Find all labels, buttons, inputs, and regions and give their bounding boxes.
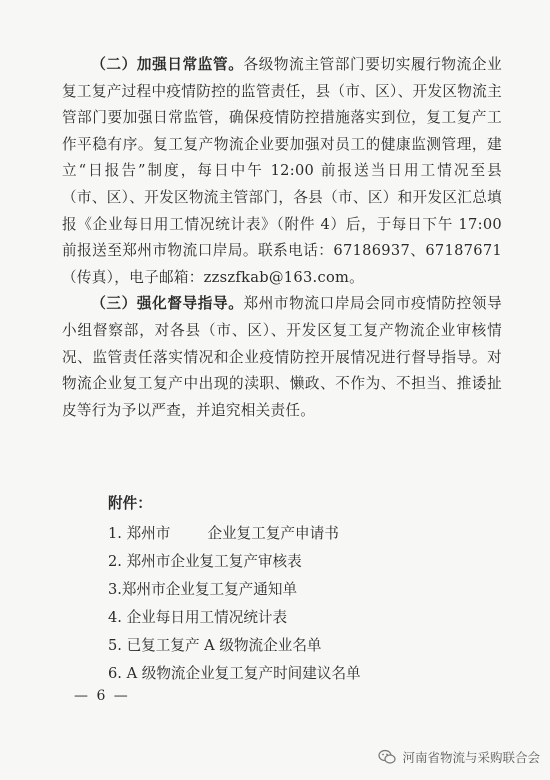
attachment-item: 2. 郑州市企业复工复产审核表 [108,553,302,570]
wechat-icon [378,749,396,765]
paragraph-text: 郑州市物流口岸局会同市疫情防控领导小组督察部，对各县（市、区）、开发区复工复产物流企业审核情况、监管责任落实情况和企业疫情防控开展情况进行督导指导。对物流企业复工复产中出现的渎职、懒政、不作为、不担当、推诿扯皮等行为予以严查，并追究相关责任。 [62,295,502,419]
attachment-item: 6. A 级物流企业复工复产时间建议名单 [108,665,361,682]
attachments-title: 附件： [108,495,152,512]
paragraph-daily-supervision [62,52,502,291]
paragraph-text: 各级物流主管部门要切实履行物流企业复工复产过程中疫情防控的监管责任，县（市、区）、开发区物流主管部门要加强日常监管，确保疫情防控措施落实到位，复工复产工作平稳有序。复工复产物流企业要加强对员工的健康监测管理，建立“日报告”制度，每日中午 12:00 前报送当日用工情况至县（市、区）、开发区物流主管部门，各县（市、区）和开发区汇总填报《企业每日用工情况统计表》（附件 4）后，于每日下午 17:00 前报送至郑州市物流口岸局。联系电话：67186937、67187671（传真），电子邮箱：zzszfkab@163.com。 [62,56,502,286]
paragraph-heading: （三）强化督导指导。 [91,295,244,313]
attachments-list [108,520,508,688]
attachment-item: 1. 郑州市 企业复工复产申请书 [108,525,339,542]
watermark [378,748,540,766]
page-number: — 6 — [74,688,130,704]
document-body [62,52,502,424]
attachments-section [108,488,508,688]
attachment-item: 4. 企业每日用工情况统计表 [108,609,288,626]
attachment-item: 3.郑州市企业复工复产通知单 [108,581,298,598]
paragraph-supervision-guidance [62,291,502,424]
attachment-item: 5. 已复工复产 A 级物流企业名单 [108,637,322,654]
watermark-text: 河南省物流与采购联合会 [402,750,540,765]
paragraph-heading: （二）加强日常监管。 [91,56,244,73]
